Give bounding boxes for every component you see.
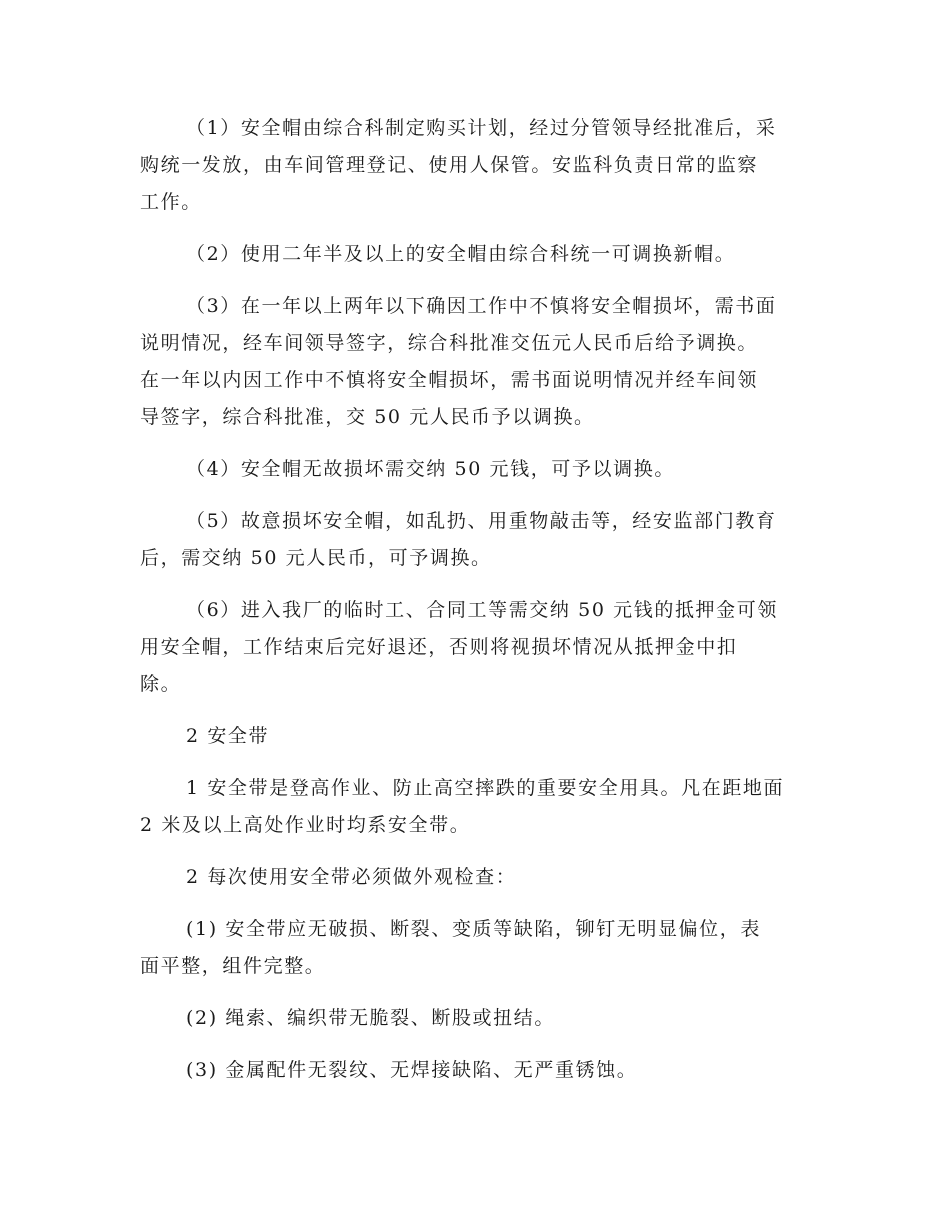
paragraph-belt-2 [140, 859, 815, 896]
paragraph-line: 1 安全带是登高作业、防止高空摔跌的重要安全用具。凡在距地面 [186, 777, 785, 799]
paragraph-belt-check-1 [140, 911, 815, 985]
paragraph-line: 后，需交纳 50 元人民币，可予调换。 [140, 547, 492, 569]
paragraph-belt-1 [140, 770, 815, 844]
paragraph-line: 面平整，组件完整。 [140, 955, 326, 977]
paragraph-line: (2) 绳索、编织带无脆裂、断股或扭结。 [186, 1007, 555, 1029]
paragraph-helmet-3 [140, 288, 815, 436]
paragraph-line: （1）安全帽由综合科制定购买计划，经过分管领导经批准后，采 [186, 117, 777, 139]
paragraph-line: 用安全帽，工作结束后完好退还，否则将视损坏情况从抵押金中扣 [140, 636, 738, 658]
paragraph-belt-check-2 [140, 1000, 815, 1037]
paragraph-helmet-4 [140, 451, 815, 488]
paragraph-line: （4）安全帽无故损坏需交纳 50 元钱，可予以调换。 [186, 458, 675, 480]
paragraph-line: 在一年以内因工作中不慎将安全帽损坏，需书面说明情况并经车间领 [140, 369, 759, 391]
paragraph-helmet-6 [140, 592, 815, 703]
paragraph-line: 2 米及以上高处作业时均系安全带。 [140, 814, 471, 836]
paragraph-line: 导签字，综合科批准，交 50 元人民币予以调换。 [140, 406, 595, 428]
section-heading: 2 安全带 [186, 725, 270, 747]
paragraph-line: （3）在一年以上两年以下确因工作中不慎将安全帽损坏，需书面 [186, 295, 777, 317]
paragraph-belt-check-3 [140, 1052, 815, 1089]
paragraph-line: (1) 安全带应无破损、断裂、变质等缺陷，铆钉无明显偏位，表 [186, 918, 761, 940]
paragraph-line: （2）使用二年半及以上的安全帽由综合科统一可调换新帽。 [186, 243, 736, 265]
paragraph-helmet-1 [140, 110, 815, 221]
section-heading-safety-belt [140, 718, 815, 755]
paragraph-line: （5）故意损坏安全帽，如乱扔、用重物敲击等，经安监部门教育 [186, 510, 777, 532]
paragraph-line: 2 每次使用安全带必须做外观检查： [186, 866, 517, 888]
paragraph-line: （6）进入我厂的临时工、合同工等需交纳 50 元钱的抵押金可领 [186, 599, 778, 621]
paragraph-line: 工作。 [140, 191, 202, 213]
paragraph-helmet-2 [140, 236, 815, 273]
paragraph-line: 除。 [140, 673, 182, 695]
paragraph-line: 说明情况，经车间领导签字，综合科批准交伍元人民币后给予调换。 [140, 332, 759, 354]
document-body [140, 110, 815, 1104]
paragraph-helmet-5 [140, 503, 815, 577]
paragraph-line: (3) 金属配件无裂纹、无焊接缺陷、无严重锈蚀。 [186, 1059, 638, 1081]
paragraph-line: 购统一发放，由车间管理登记、使用人保管。安监科负责日常的监察 [140, 154, 759, 176]
